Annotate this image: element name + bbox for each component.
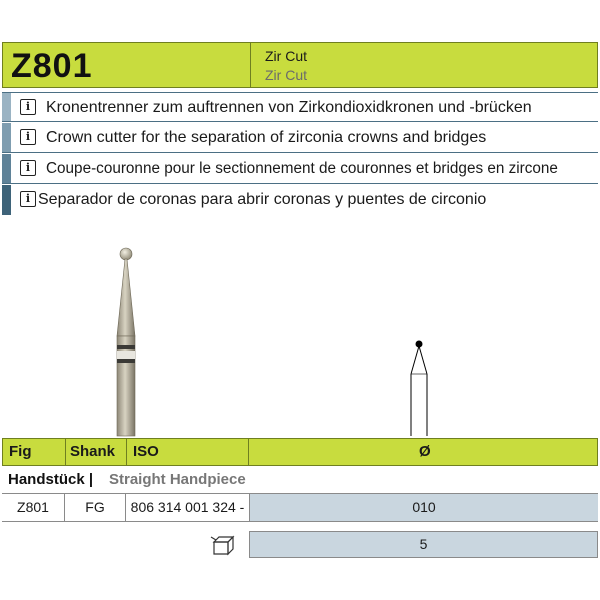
section-label-german: Handstück | [8, 471, 94, 488]
description-text-de: Kronentrenner zum auftrennen von Zirkondioxidkronen und -brücken [46, 99, 532, 116]
info-icon: i [20, 129, 36, 145]
product-name-secondary: Zir Cut [265, 67, 307, 83]
language-accent-bar [2, 123, 11, 152]
info-icon: i [20, 160, 36, 176]
product-code: Z801 [11, 47, 93, 85]
description-row-en [2, 123, 598, 153]
table-row [2, 494, 598, 522]
column-header-diameter: Ø [419, 443, 431, 460]
column-divider [248, 439, 249, 465]
cell-fig: Z801 [17, 499, 49, 515]
cell-shank: FG [85, 499, 105, 515]
column-header-shank: Shank [70, 443, 116, 460]
info-icon: i [20, 191, 36, 207]
description-text-en: Crown cutter for the separation of zirconia crowns and bridges [46, 129, 487, 146]
package-icon [210, 534, 236, 556]
language-accent-bar [2, 154, 11, 183]
column-header-fig: Fig [9, 443, 32, 460]
product-name-primary: Zir Cut [265, 48, 307, 64]
description-text-es: Separador de coronas para abrir coronas y puentes de circonio [38, 191, 487, 208]
section-label-english: Straight Handpiece [109, 471, 246, 488]
cell-iso: 806 314 001 324 - [130, 499, 245, 515]
language-accent-bar [2, 93, 11, 121]
pack-quantity-cell: 5 [249, 531, 598, 558]
description-row-fr [2, 154, 598, 184]
table-header [2, 438, 598, 466]
description-row-de [2, 92, 598, 122]
product-header [2, 42, 598, 88]
column-divider [126, 439, 127, 465]
header-divider [250, 43, 251, 87]
column-divider [65, 439, 66, 465]
info-icon: i [20, 99, 36, 115]
language-accent-bar [2, 185, 11, 215]
bur-technical-drawing [404, 336, 434, 436]
cell-size: 010 [249, 494, 598, 521]
bur-photo-image [104, 244, 148, 438]
description-text-fr: Coupe-couronne pour le sectionnement de couronnes et bridges en zircone [46, 160, 558, 177]
section-label-row [2, 466, 598, 494]
description-row-es [2, 185, 598, 227]
column-header-iso: ISO [133, 443, 159, 460]
